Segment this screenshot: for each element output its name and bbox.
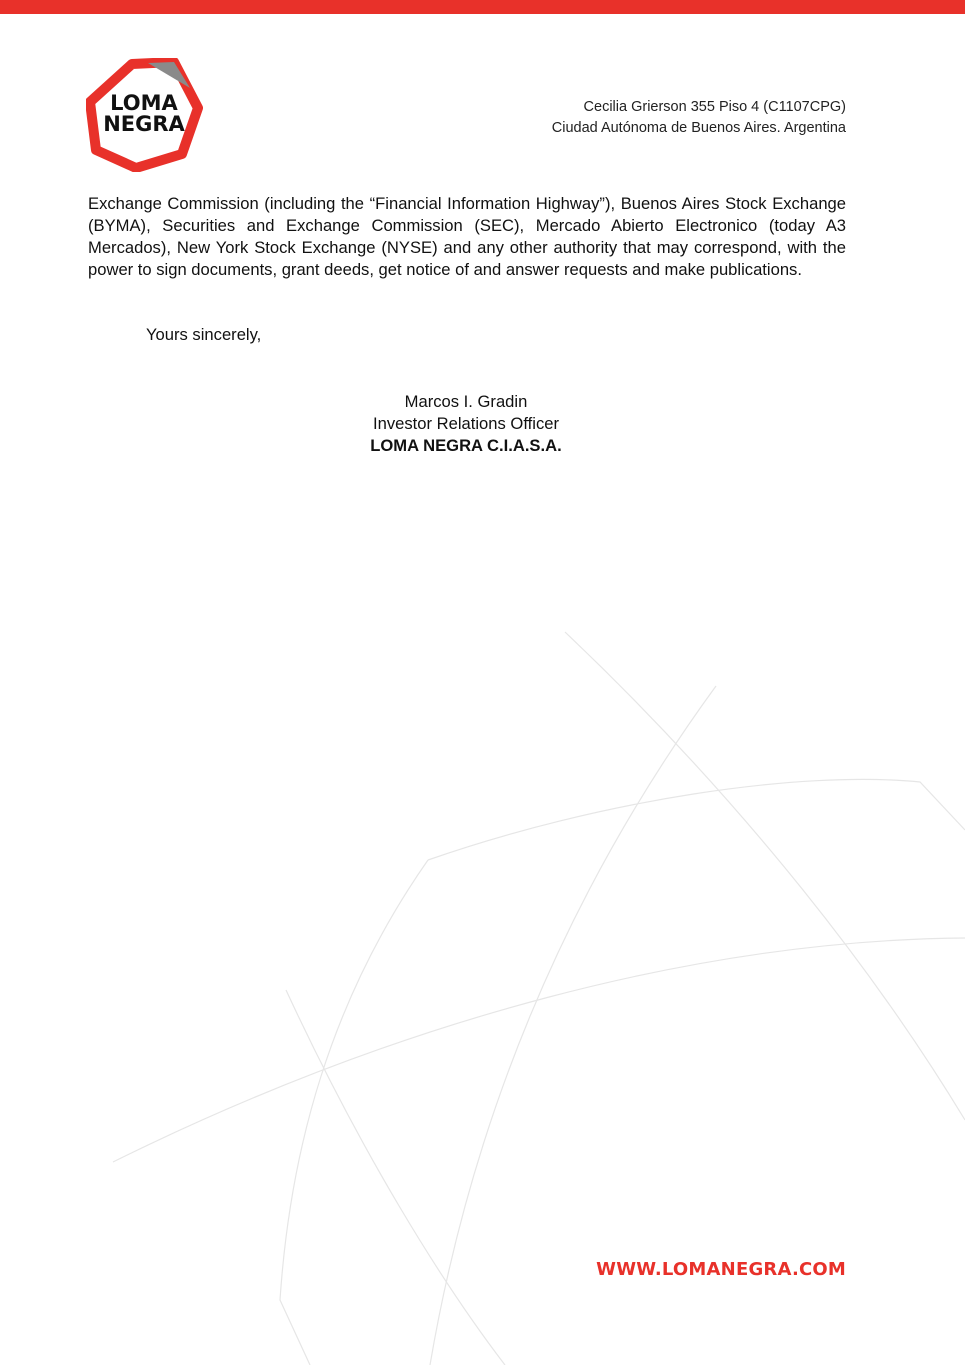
address-line-2: Ciudad Autónoma de Buenos Aires. Argentina <box>551 120 846 136</box>
letter-closing: Yours sincerely, <box>146 325 262 344</box>
company-name: LOMA NEGRA C.I.A.S.A. <box>370 436 562 455</box>
address-line-1: Cecilia Grierson 355 Piso 4 (C1107CPG) <box>583 99 846 115</box>
website-link[interactable]: WWW.LOMANEGRA.COM <box>596 1259 846 1280</box>
company-address <box>552 97 846 139</box>
logo-text-loma: LOMA <box>110 91 178 115</box>
logo-text-negra: NEGRA <box>103 112 185 136</box>
signature-block <box>330 391 602 457</box>
letter-body: Exchange Commission (including the “Financial Information Highway”), Buenos Aires Stock Exchange (BYMA), Securities and Exchange Commission (SEC), Mercado Abierto Electronico (today A3 Mercados), New York Stock Exchange (NYSE) and any other authority that may correspond, with the power to sign documents, grant deeds, get notice of and answer requests and make publications. <box>88 194 846 279</box>
signatory-name: Marcos I. Gradin <box>404 392 528 411</box>
signatory-title: Investor Relations Officer <box>373 414 559 433</box>
top-accent-bar <box>0 0 965 14</box>
loma-negra-logo <box>86 58 204 172</box>
